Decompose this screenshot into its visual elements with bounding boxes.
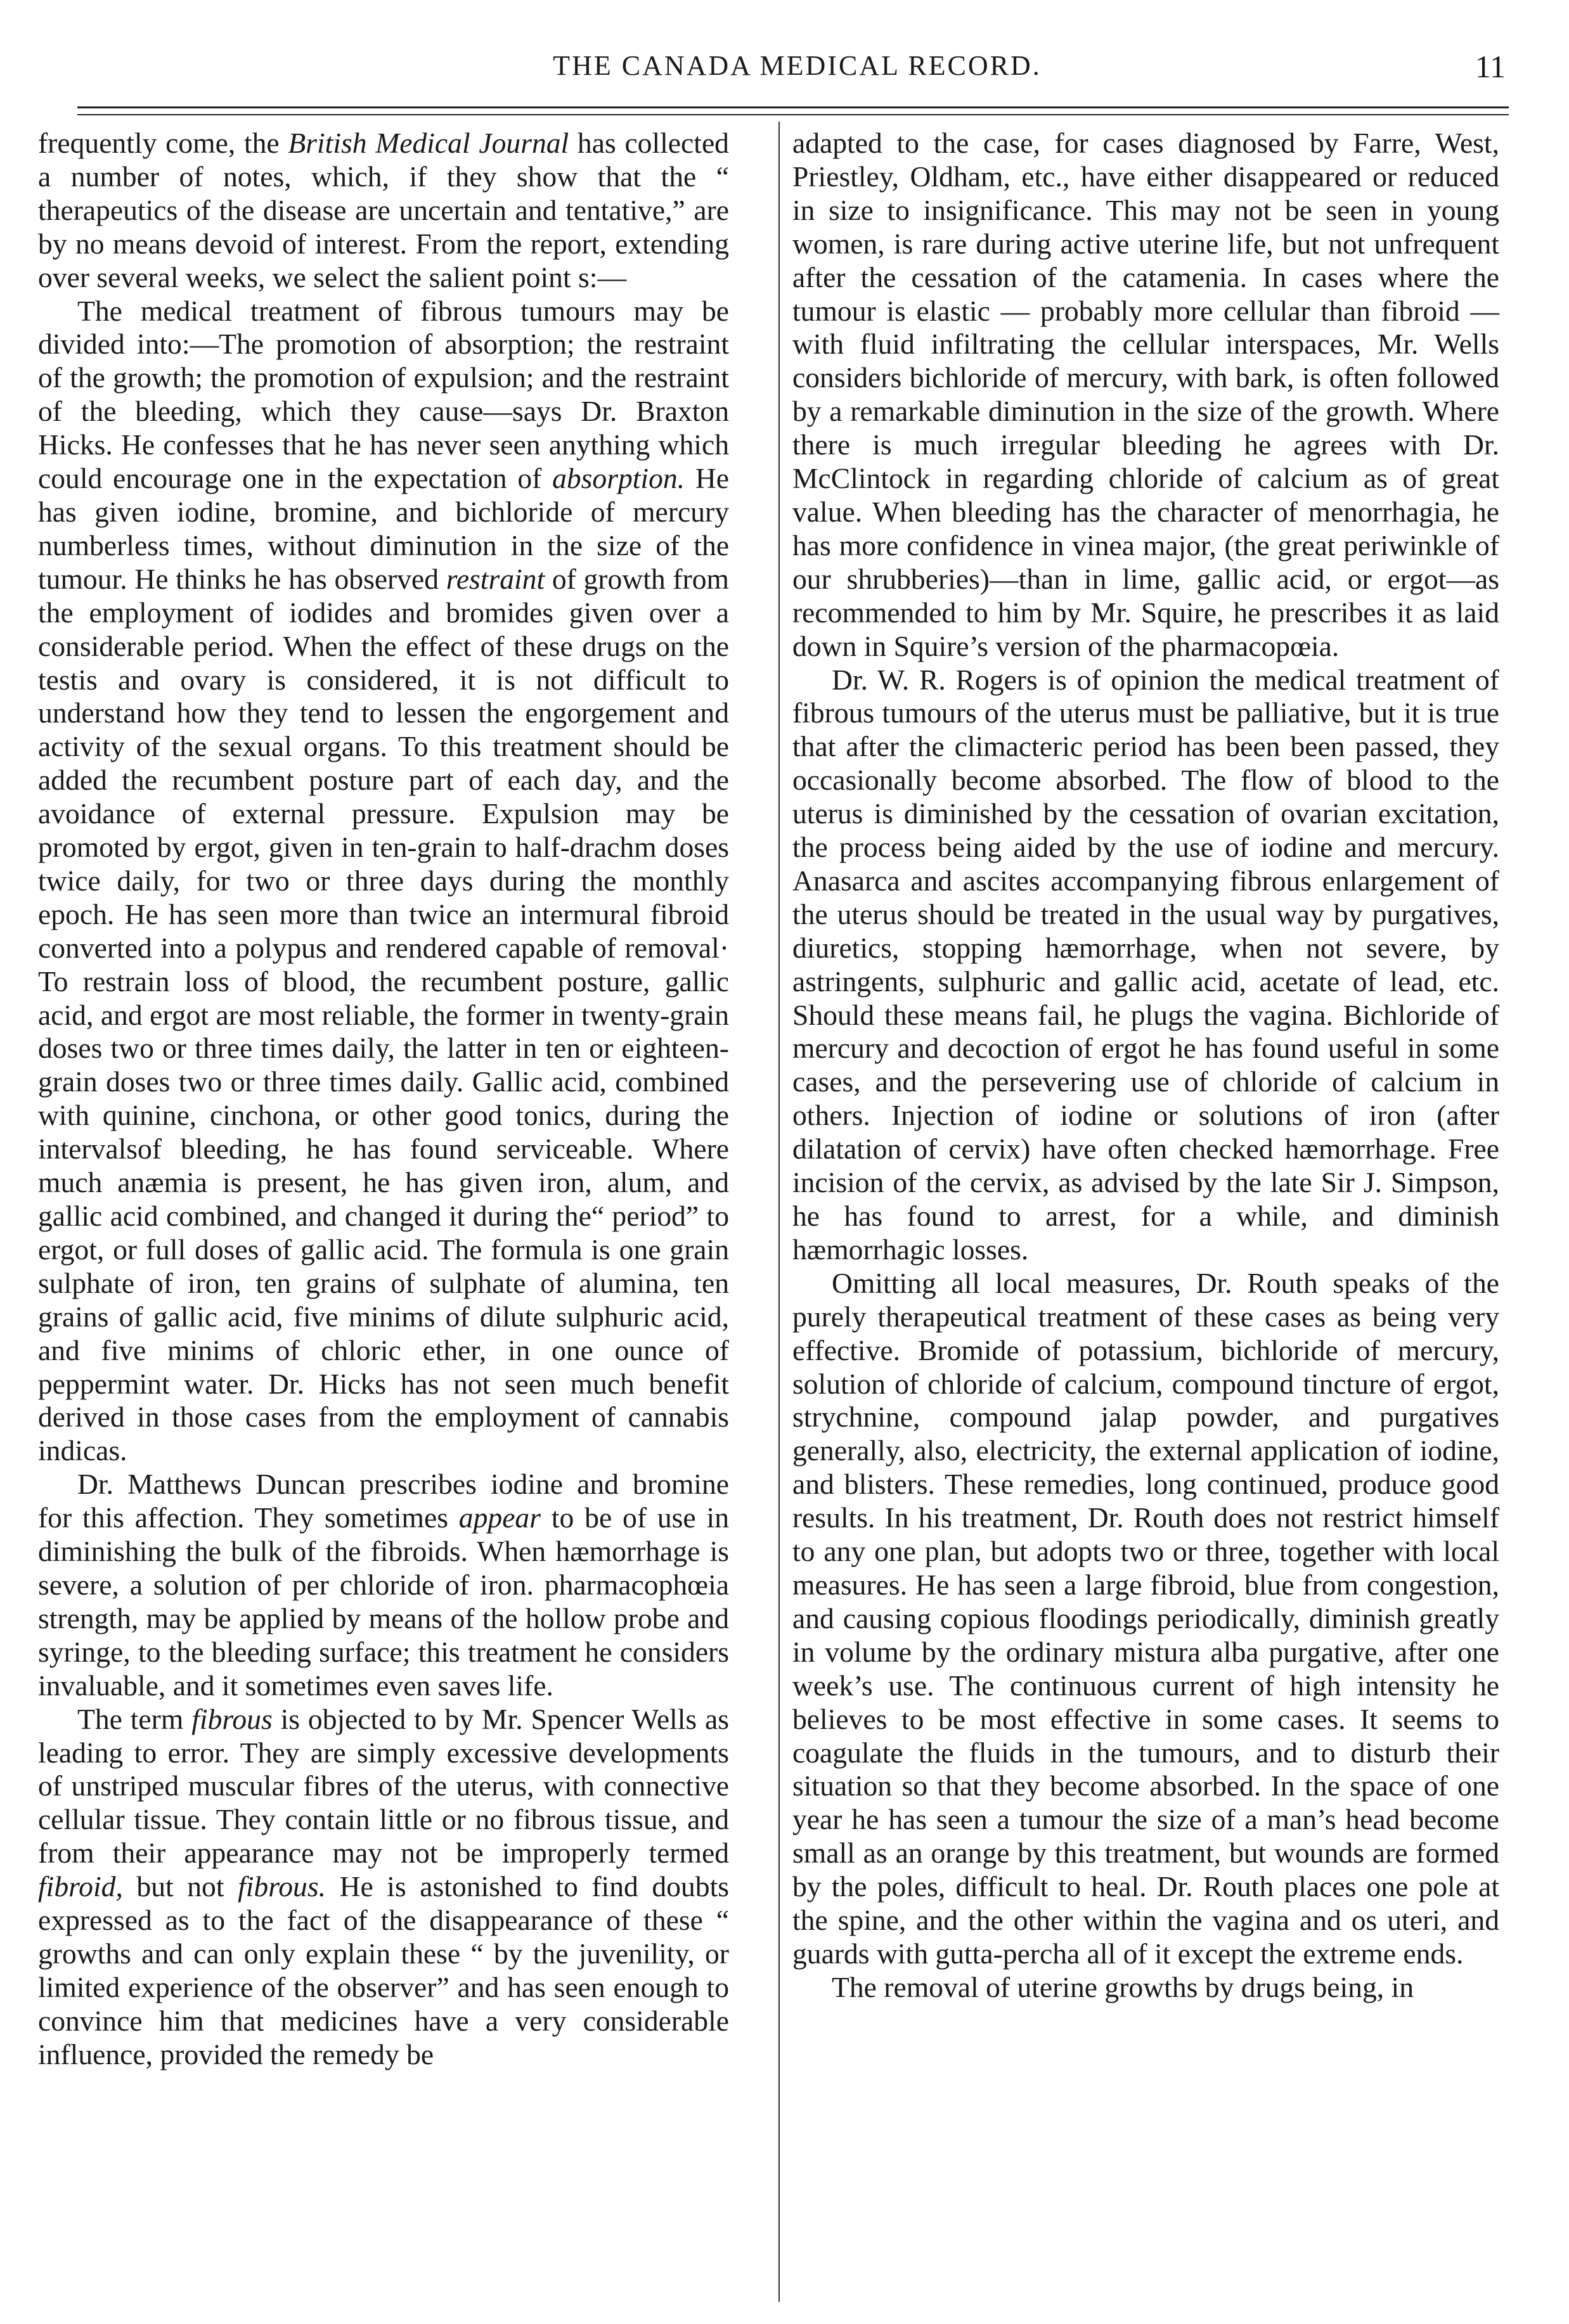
paragraph: Omitting all local measures, Dr. Routh speaks of the purely therapeutical treatment of these cases as being very effective. Bromide of potassium, bichloride of mercury, solution of chloride of calcium, compound tincture of ergot, strychnine, compound jalap powder, and purgatives generally, also, electricity, the external application of iodine, and blisters. These remedies, long continued, produce good results. In his treatment, Dr. Routh does not restrict himself to any one plan, but adopts two or three, together with local measures. He has seen a large fibroid, blue from congestion, and causing copious floodings periodically, diminish greatly in volume by the ordinary mistura alba purgative, after one week’s use. The continuous current of high intensity he believes to be most effective in some cases. It seems to coagulate the fluids in the tumours, and to disturb their situation so that they become absorbed. In the space of one year he has seen a tumour the size of a man’s head become small as an orange by this treatment, but wounds are formed by the poles, difficult to heal. Dr. Routh places one pole at the spine, and the other within the vagina and os uteri, and guards with gutta-percha all of it except the extreme ends.	[792, 1266, 1499, 1970]
header-rule-thin	[77, 114, 1509, 115]
text-run: He is astonished to find doubts expressed as to the fact of the disappearance of these “ growths and can only explain these “ by the juvenility, or limited experience of the observer” and has seen enough to convince him that medicines have a very considerable influence, provided the remedy be	[38, 1870, 729, 2070]
emphasis: fibrous	[191, 1702, 273, 1735]
journal-title: British Medical Journal	[288, 127, 569, 159]
text-run: Dr. Matthews Duncan prescribes iodine and bromine for this affection. They sometimes	[38, 1468, 729, 1534]
emphasis: absorption.	[552, 462, 685, 495]
text-run: He has given iodine, bromine, and bichloride of mercury numberless times, without diminution in the size of the tumour. He thinks he has observed	[38, 462, 730, 595]
text-run: frequently come, the	[38, 127, 288, 159]
text-run: but not	[122, 1870, 238, 1903]
page-header	[76, 49, 1518, 100]
text-run: The medical treatment of fibrous tumours may be divided into:—The promotion of absorption; the restraint of the growth; the promotion of expulsion; and the restraint of the bleeding, which they cause—says Dr. Braxton Hicks. He confesses that he has never seen anything which could encourage one in the expectation of	[38, 294, 729, 495]
paragraph	[38, 1703, 729, 2072]
paragraph	[38, 295, 729, 1468]
text-run: to be of use in diminishing the bulk of the fibroids. When hæmorrhage is severe, a solution of per chloride of iron. pharmacophœia strength, may be applied by means of the hollow probe and syringe, to the bleeding surface; this treatment he considers invaluable, and it sometimes even saves life.	[38, 1501, 729, 1702]
text-run: is objected to by Mr. Spencer Wells as leading to error. They are simply excessive developments of unstriped muscular fibres of the uterus, with connective cellular tissue. They contain little or no fibrous tissue, and from their appearance may not be improperly termed	[38, 1702, 729, 1870]
paragraph: adapted to the case, for cases diagnosed by Farre, West, Priestley, Oldham, etc., have either disappeared or reduced in size to insignificance. This may not be seen in young women, is rare during active uterine life, but not unfrequent after the cessation of the catamenia. In cases where the tumour is elastic — probably more cellular than fibroid — with fluid infiltrating the cellular interspaces, Mr. Wells considers bichloride of mercury, with bark, is often followed by a remarkable diminution in the size of the growth. Where there is much irregular bleeding he agrees with Dr. McClintock in regarding chloride of calcium as of great value. When bleeding has the character of menorrhagia, he has more confidence in vinea major, (the great periwinkle of our shrubberies)—than in lime, gallic acid, or ergot—as recommended to him by Mr. Squire, he prescribes it as laid down in Squire’s version of the pharmacopœia.	[792, 127, 1499, 662]
emphasis: fibroid,	[38, 1870, 123, 1903]
text-run: has collected a number of notes, which, if they show that the “ therapeutics of the disease are uncertain and tentative,” are by no means devoid of interest. From the report, extending over several weeks, we select the salient point s:—	[38, 127, 729, 293]
page-number: 11	[1475, 49, 1506, 84]
paragraph	[38, 1468, 729, 1702]
emphasis: restraint	[446, 562, 545, 595]
emphasis: fibrous.	[238, 1870, 326, 1903]
emphasis: appear	[458, 1501, 541, 1534]
paragraph: The removal of uterine growths by drugs being, in	[832, 1970, 1414, 2003]
left-column	[38, 127, 729, 2072]
column-divider	[778, 122, 780, 2302]
text-run: The term	[77, 1702, 192, 1735]
paragraph	[38, 127, 729, 295]
right-column	[792, 127, 1499, 2005]
running-title: THE CANADA MEDICAL RECORD.	[553, 50, 1042, 81]
paragraph: Dr. W. R. Rogers is of opinion the medical treatment of fibrous tumours of the uterus must be palliative, but it is true that after the climacteric period has been been passed, they occasionally become absorbed. The flow of blood to the uterus is diminished by the cessation of ovarian excitation, the process being aided by the use of iodine and mercury. Anasarca and ascites accompanying fibrous enlargement of the uterus should be treated in the usual way by purgatives, diuretics, stopping hæmorrhage, when not severe, by astringents, sulphuric and gallic acid, acetate of lead, etc. Should these means fail, he plugs the vagina. Bichloride of mercury and decoction of ergot he has found useful in some cases, and the persevering use of chloride of calcium in others. Injection of iodine or solutions of iron (after dilatation of cervix) have often checked hæmorrhage. Free incision of the cervix, as advised by the late Sir J. Simpson, he has found to arrest, for a while, and diminish hæmorrhagic losses.	[792, 663, 1499, 1266]
text-run: of growth from the employment of iodides and bromides given over a considerable period. When the effect of these drugs on the testis and ovary is considered, it is not difficult to understand how they tend to lessen the engorgement and activity of the sexual organs. To this treatment should be added the recumbent posture part of each day, and the avoidance of external pressure. Expulsion may be promoted by ergot, given in ten-grain to half-drachm doses twice daily, for two or three days during the monthly epoch. He has seen more than twice an intermural fibroid converted into a polypus and rendered capable of removal· To restrain loss of blood, the recumbent posture, gallic acid, and ergot are most reliable, the former in twenty-grain doses two or three times daily, the latter in ten or eighteen-grain doses two or three times daily. Gallic acid, combined with quinine, cinchona, or other good tonics, during the intervalsof bleeding, he has found serviceable. Where much anæmia is present, he has given iron, alum, and gallic acid combined, and changed it during the“ period” to ergot, or full doses of gallic acid. The formula is one grain sulphate of iron, ten grains of sulphate of alumina, ten grains of gallic acid, five minims of dilute sulphuric acid, and five minims of chloric ether, in one ounce of peppermint water. Dr. Hicks has not seen much benefit derived in those cases from the employment of cannabis indicas.	[38, 562, 729, 1467]
header-rule-thick	[77, 106, 1509, 108]
